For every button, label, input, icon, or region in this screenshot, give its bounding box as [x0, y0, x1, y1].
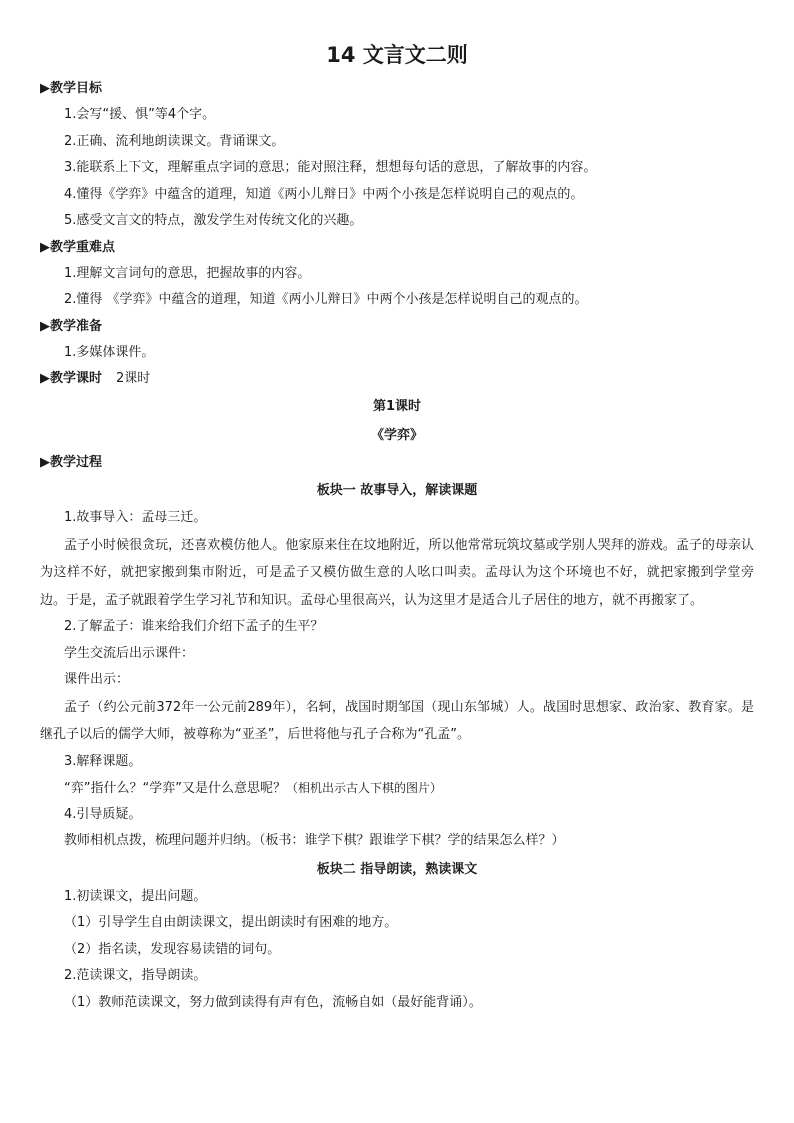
- block1-line: 4.引导质疑。: [64, 806, 142, 822]
- block2-line: （2）指名读，发现容易读错的词句。: [64, 941, 281, 957]
- block2-line: （1）引导学生自由朗读课文，提出朗读时有困难的地方。: [64, 915, 398, 930]
- block1-line: 3.解释课题。: [64, 753, 142, 769]
- lesson-plan-page: [40, 38, 754, 1016]
- block1-line: 2.了解孟子：谁来给我们介绍下孟子的生平？: [64, 619, 324, 634]
- hours-heading: ▶教学课时: [40, 371, 102, 386]
- process-heading: ▶教学过程: [40, 455, 102, 470]
- question-text: “弈”指什么？“学弈”又是什么意思呢？: [64, 781, 286, 796]
- block1-line: [40, 775, 754, 802]
- block1-line: 课件出示：: [64, 672, 130, 687]
- block1-line: 学生交流后出示课件：: [64, 645, 195, 661]
- block1-title: 板块一 故事导入，解读课题: [316, 483, 478, 498]
- goal-item: 2.正确、流利地朗读课文。背诵课文。: [64, 133, 285, 149]
- block2-title: 板块二 指导朗读，熟读课文: [316, 861, 478, 877]
- story-paragraph: 孟子小时候很贪玩，还喜欢模仿他人。他家原来住在坟地附近，所以他常常玩筑坟墓或学别人哭拜的游戏。孟子的母亲认为这样不好，就把家搬到集市附近，可是孟子又模仿做生意的人吆口叫卖。孟母认为这个环境也不好，就把家搬到学堂旁边。于是，孟子就跟着学生学习礼节和知识。孟母心里很高兴，认为这里才是适合儿子居住的地方，就不再搬家了。: [40, 537, 754, 608]
- page-title: 14 文言文二则: [326, 43, 468, 67]
- goal-item: 1.会写“援、惧”等4个字。: [64, 107, 216, 122]
- keypoint-item: 2.懂得 《学弈》中蕴含的道理，知道《两小儿辩日》中两个小孩是怎样说明自己的观点的。: [64, 292, 588, 307]
- prep-item: 1.多媒体课件。: [64, 344, 155, 360]
- goal-item: 4.懂得《学弈》中蕴含的道理，知道《两小儿辩日》中两个小孩是怎样说明自己的观点的。: [64, 186, 584, 202]
- lesson-title: 第1课时: [372, 399, 422, 414]
- keypoint-item: 1.理解文言词句的意思，把握故事的内容。: [64, 265, 311, 281]
- goals-heading: ▶教学目标: [40, 81, 102, 96]
- block1-line: 1.故事导入：孟母三迁。: [64, 510, 207, 525]
- bio-paragraph: 孟子（约公元前372年一公元前289年），名轲，战国时期邹国（现山东邹城）人。战国时思想家、政治家、教育家。是继孔子以后的儒学大师，被尊称为“亚圣”，后世将他与孔子合称为“孔孟”。: [40, 699, 754, 742]
- question-note: （相机出示古人下棋的图片）: [285, 781, 442, 795]
- prep-heading: ▶教学准备: [40, 318, 102, 334]
- block2-line: 2.范读课文，指导朗读。: [64, 968, 207, 983]
- keypoints-heading: ▶教学重难点: [40, 239, 115, 255]
- goal-item: 5.感受文言文的特点，激发学生对传统文化的兴趣。: [64, 213, 363, 228]
- hours-value: 2课时: [116, 371, 151, 386]
- goal-item: 3.能联系上下文，理解重点字词的意思；能对照注释，想想每句话的意思，了解故事的内容。: [64, 160, 597, 175]
- lesson-subtitle: 《学弈》: [370, 428, 423, 443]
- hours-row: [40, 366, 754, 392]
- block2-line: 1.初读课文，提出问题。: [64, 888, 207, 904]
- block2-line: （1）教师范读课文，努力做到读得有声有色，流畅自如（最好能背诵）。: [64, 994, 482, 1010]
- block1-line: 教师相机点拨，梳理问题并归纳。（板书：谁学下棋？跟谁学下棋？学的结果怎么样？）: [64, 833, 565, 848]
